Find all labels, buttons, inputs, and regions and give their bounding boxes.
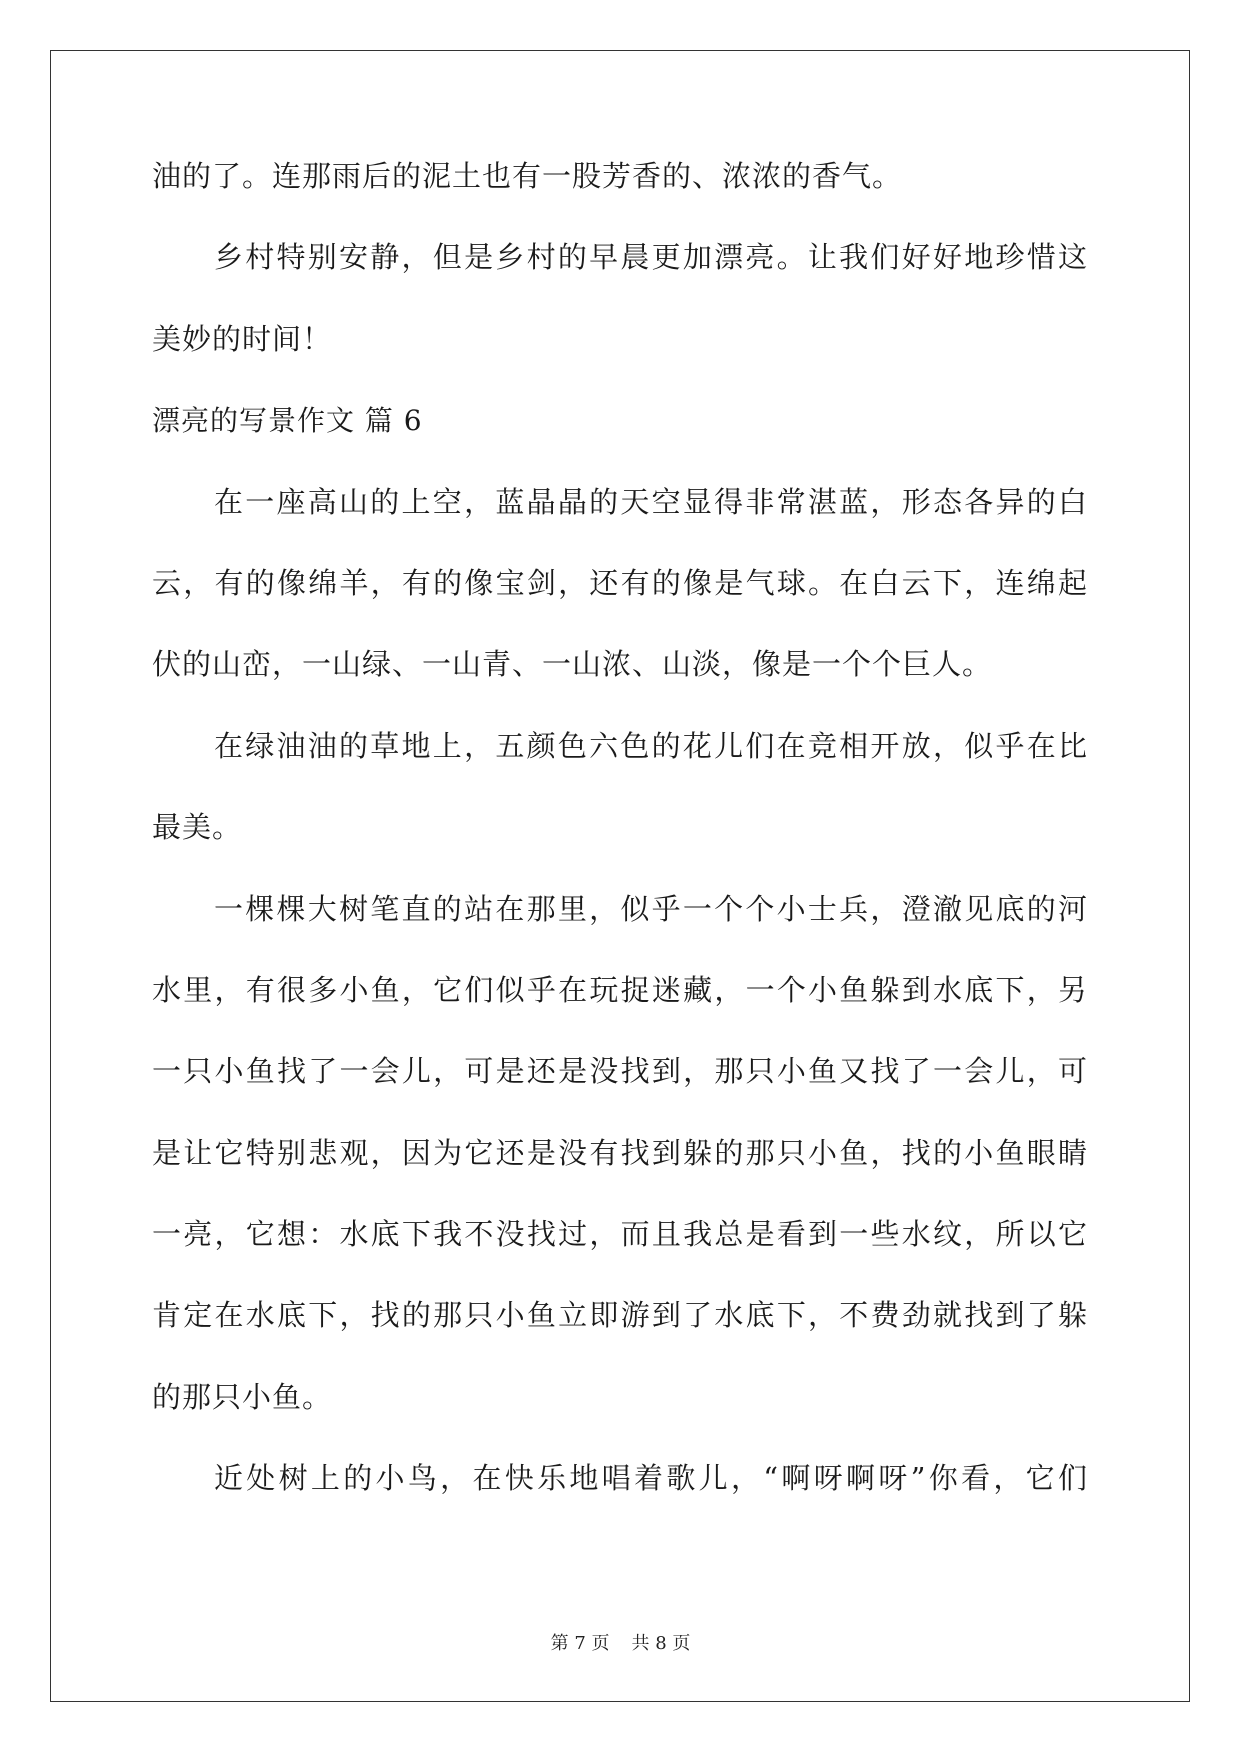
text-line: 近处树上的小鸟，在快乐地唱着歌儿，“啊呀啊呀”你看，它们	[214, 1461, 1088, 1496]
page-number: 第 7 页	[550, 1633, 610, 1654]
text-line: 在一座高山的上空，蓝晶晶的天空显得非常湛蓝，形态各异的白	[214, 484, 1088, 519]
document-body	[152, 159, 1088, 1546]
text-line: 乡村特别安静，但是乡村的早晨更加漂亮。让我们好好地珍惜这	[214, 240, 1088, 275]
text-line: 是让它特别悲观，因为它还是没有找到躲的那只小鱼，找的小鱼眼睛	[152, 1135, 1088, 1170]
page-total: 共 8 页	[631, 1633, 691, 1654]
text-line: 一只小鱼找了一会儿，可是还是没找到，那只小鱼又找了一会儿，可	[152, 1054, 1088, 1089]
text-line: 云，有的像绵羊，有的像宝剑，还有的像是气球。在白云下，连绵起	[152, 565, 1088, 600]
text-line: 一棵棵大树笔直的站在那里，似乎一个个小士兵，澄澈见底的河	[214, 891, 1088, 926]
text-line: 最美。	[152, 810, 243, 845]
text-line: 伏的山峦，一山绿、一山青、一山浓、山淡，像是一个个巨人。	[152, 647, 993, 682]
text-line: 一亮，它想：水底下我不没找过，而且我总是看到一些水纹，所以它	[152, 1217, 1088, 1252]
text-line: 水里，有很多小鱼，它们似乎在玩捉迷藏，一个小鱼躲到水底下，另	[152, 972, 1088, 1007]
page-footer	[0, 1634, 1241, 1654]
text-line: 在绿油油的草地上，五颜色六色的花儿们在竞相开放，似乎在比	[214, 728, 1088, 763]
text-line: 肯定在水底下，找的那只小鱼立即游到了水底下，不费劲就找到了躲	[152, 1298, 1088, 1333]
text-line: 美妙的时间！	[152, 321, 333, 356]
section-heading: 漂亮的写景作文 篇 6	[152, 404, 423, 438]
text-line: 的那只小鱼。	[152, 1379, 333, 1414]
text-line: 油的了。连那雨后的泥土也有一股芳香的、浓浓的香气。	[152, 159, 903, 193]
